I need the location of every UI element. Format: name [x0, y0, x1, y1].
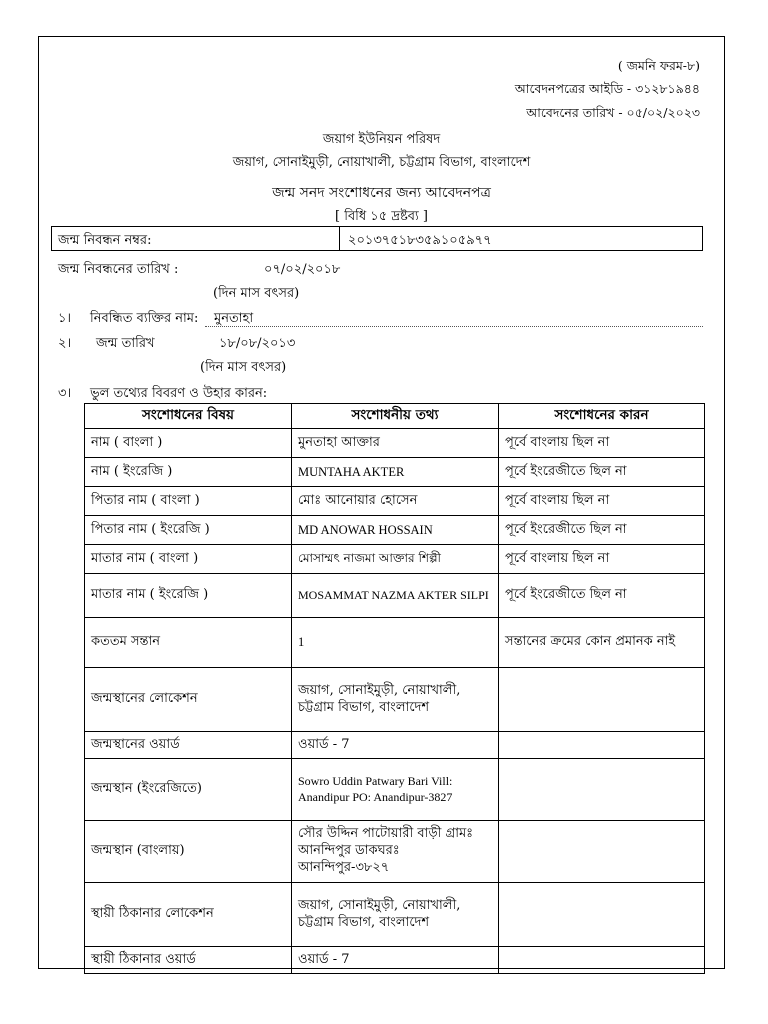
registration-box-divider — [339, 227, 340, 250]
row-info: সৌর উদ্দিন পাটোয়ারী বাড়ী গ্রামঃ আনন্দিপুর ডাকঘরঃ আনন্দিপুর-৩৮২৭ — [292, 821, 499, 883]
table-row — [85, 668, 705, 732]
correction-table — [84, 403, 705, 974]
row-subject: নাম ( ইংরেজি ) — [85, 458, 292, 487]
row-reason: পূর্বে ইংরেজীতে ছিল না — [499, 574, 705, 618]
birth-date-label: জন্ম তারিখ — [96, 336, 155, 351]
row-reason — [499, 883, 705, 947]
row-reason — [499, 947, 705, 974]
table-row — [85, 574, 705, 618]
row-reason — [499, 759, 705, 821]
table-row — [85, 618, 705, 668]
row-subject: পিতার নাম ( ইংরেজি ) — [85, 516, 292, 545]
row-reason — [499, 668, 705, 732]
row-reason: সন্তানের ক্রমের কোন প্রমানক নাই — [499, 618, 705, 668]
form-title: জন্ম সনদ সংশোধনের জন্য আবেদনপত্র — [272, 185, 491, 201]
row-info: MD ANOWAR HOSSAIN — [292, 516, 499, 545]
row-reason: পূর্বে ইংরেজীতে ছিল না — [499, 458, 705, 487]
table-row — [85, 516, 705, 545]
registered-name-value: মুনতাহা — [214, 311, 254, 326]
row-reason: পূর্বে বাংলায় ছিল না — [499, 545, 705, 574]
registration-number-value: ২০১৩৭৫১৮৩৫৯১০৫৯৭৭ — [348, 233, 492, 248]
header-subject: সংশোধনের বিষয় — [85, 404, 292, 429]
table-row — [85, 759, 705, 821]
row-info: Sowro Uddin Patwary Bari Vill: Anandipur PO: Anandipur-3827 — [292, 759, 499, 821]
row-subject: পিতার নাম ( বাংলা ) — [85, 487, 292, 516]
row-info: ওয়ার্ড - 7 — [292, 947, 499, 974]
row-info: MUNTAHA AKTER — [292, 458, 499, 487]
table-row — [85, 458, 705, 487]
row-subject: মাতার নাম ( বাংলা ) — [85, 545, 292, 574]
registered-name-label: নিবন্ধিত ব্যক্তির নাম: — [90, 311, 199, 326]
table-row — [85, 487, 705, 516]
rule-reference: [ বিধি ১৫ দ্রষ্টব্য ] — [335, 209, 428, 224]
row-reason — [499, 821, 705, 883]
field-1-number: ১। — [58, 311, 72, 326]
table-row — [85, 821, 705, 883]
registration-date-label: জন্ম নিবন্ধনের তারিখ : — [58, 262, 179, 277]
row-info: জয়াগ, সোনাইমুড়ী, নোয়াখালী, চট্টগ্রাম বিভাগ, বাংলাদেশ — [292, 668, 499, 732]
row-reason: পূর্বে ইংরেজীতে ছিল না — [499, 516, 705, 545]
name-dotted-line — [205, 326, 703, 327]
correction-details-label: ভুল তথ্যের বিবরণ ও উহার কারন: — [90, 386, 268, 401]
row-reason — [499, 732, 705, 759]
table-row — [85, 947, 705, 974]
row-info: ওয়ার্ড - 7 — [292, 732, 499, 759]
registration-number-box — [51, 226, 703, 251]
application-date: আবেদনের তারিখ - ০৫/০২/২০২৩ — [526, 105, 700, 120]
row-info: 1 — [292, 618, 499, 668]
office-name: জয়াগ ইউনিয়ন পরিষদ — [322, 132, 441, 147]
row-subject: নাম ( বাংলা ) — [85, 429, 292, 458]
table-row — [85, 429, 705, 458]
header-info: সংশোধনীয় তথ্য — [292, 404, 499, 429]
table-row — [85, 732, 705, 759]
field-3-number: ৩। — [58, 386, 72, 401]
row-subject: মাতার নাম ( ইংরেজি ) — [85, 574, 292, 618]
office-address: জয়াগ, সোনাইমুড়ী, নোয়াখালী, চট্টগ্রাম বিভাগ, বাংলাদেশ — [232, 155, 531, 170]
row-info: MOSAMMAT NAZMA AKTER SILPI — [292, 574, 499, 618]
row-subject: জন্মস্থানের ওয়ার্ড — [85, 732, 292, 759]
row-subject: জন্মস্থানের লোকেশন — [85, 668, 292, 732]
row-reason: পূর্বে বাংলায় ছিল না — [499, 429, 705, 458]
table-row — [85, 883, 705, 947]
registration-date-hint: (দিন মাস বৎসর) — [213, 286, 300, 301]
table-header-row — [85, 404, 705, 429]
row-subject: স্থায়ী ঠিকানার লোকেশন — [85, 883, 292, 947]
row-subject: জন্মস্থান (বাংলায়) — [85, 821, 292, 883]
header-reason: সংশোধনের কারন — [499, 404, 705, 429]
registration-number-label: জন্ম নিবন্ধন নম্বর: — [58, 233, 152, 248]
application-id: আবেদনপত্রের আইডি - ৩১২৮১৯৪৪ — [514, 81, 700, 96]
row-info: মোসাম্মৎ নাজমা আক্তার শিল্পী — [292, 545, 499, 574]
row-info: মুনতাহা আক্তার — [292, 429, 499, 458]
field-2-number: ২। — [58, 336, 72, 351]
registration-date-value: ০৭/০২/২০১৮ — [264, 262, 341, 277]
form-number: ( জমনি ফরম-৮) — [617, 58, 700, 73]
row-info: জয়াগ, সোনাইমুড়ী, নোয়াখালী, চট্টগ্রাম বিভাগ, বাংলাদেশ — [292, 883, 499, 947]
row-reason: পূর্বে বাংলায় ছিল না — [499, 487, 705, 516]
row-subject: কততম সন্তান — [85, 618, 292, 668]
row-subject: স্থায়ী ঠিকানার ওয়ার্ড — [85, 947, 292, 974]
birth-date-hint: (দিন মাস বৎসর) — [200, 360, 287, 375]
row-info: মোঃ আনোয়ার হোসেন — [292, 487, 499, 516]
row-subject: জন্মস্থান (ইংরেজিতে) — [85, 759, 292, 821]
table-row — [85, 545, 705, 574]
birth-date-value: ১৮/০৮/২০১৩ — [219, 336, 296, 351]
